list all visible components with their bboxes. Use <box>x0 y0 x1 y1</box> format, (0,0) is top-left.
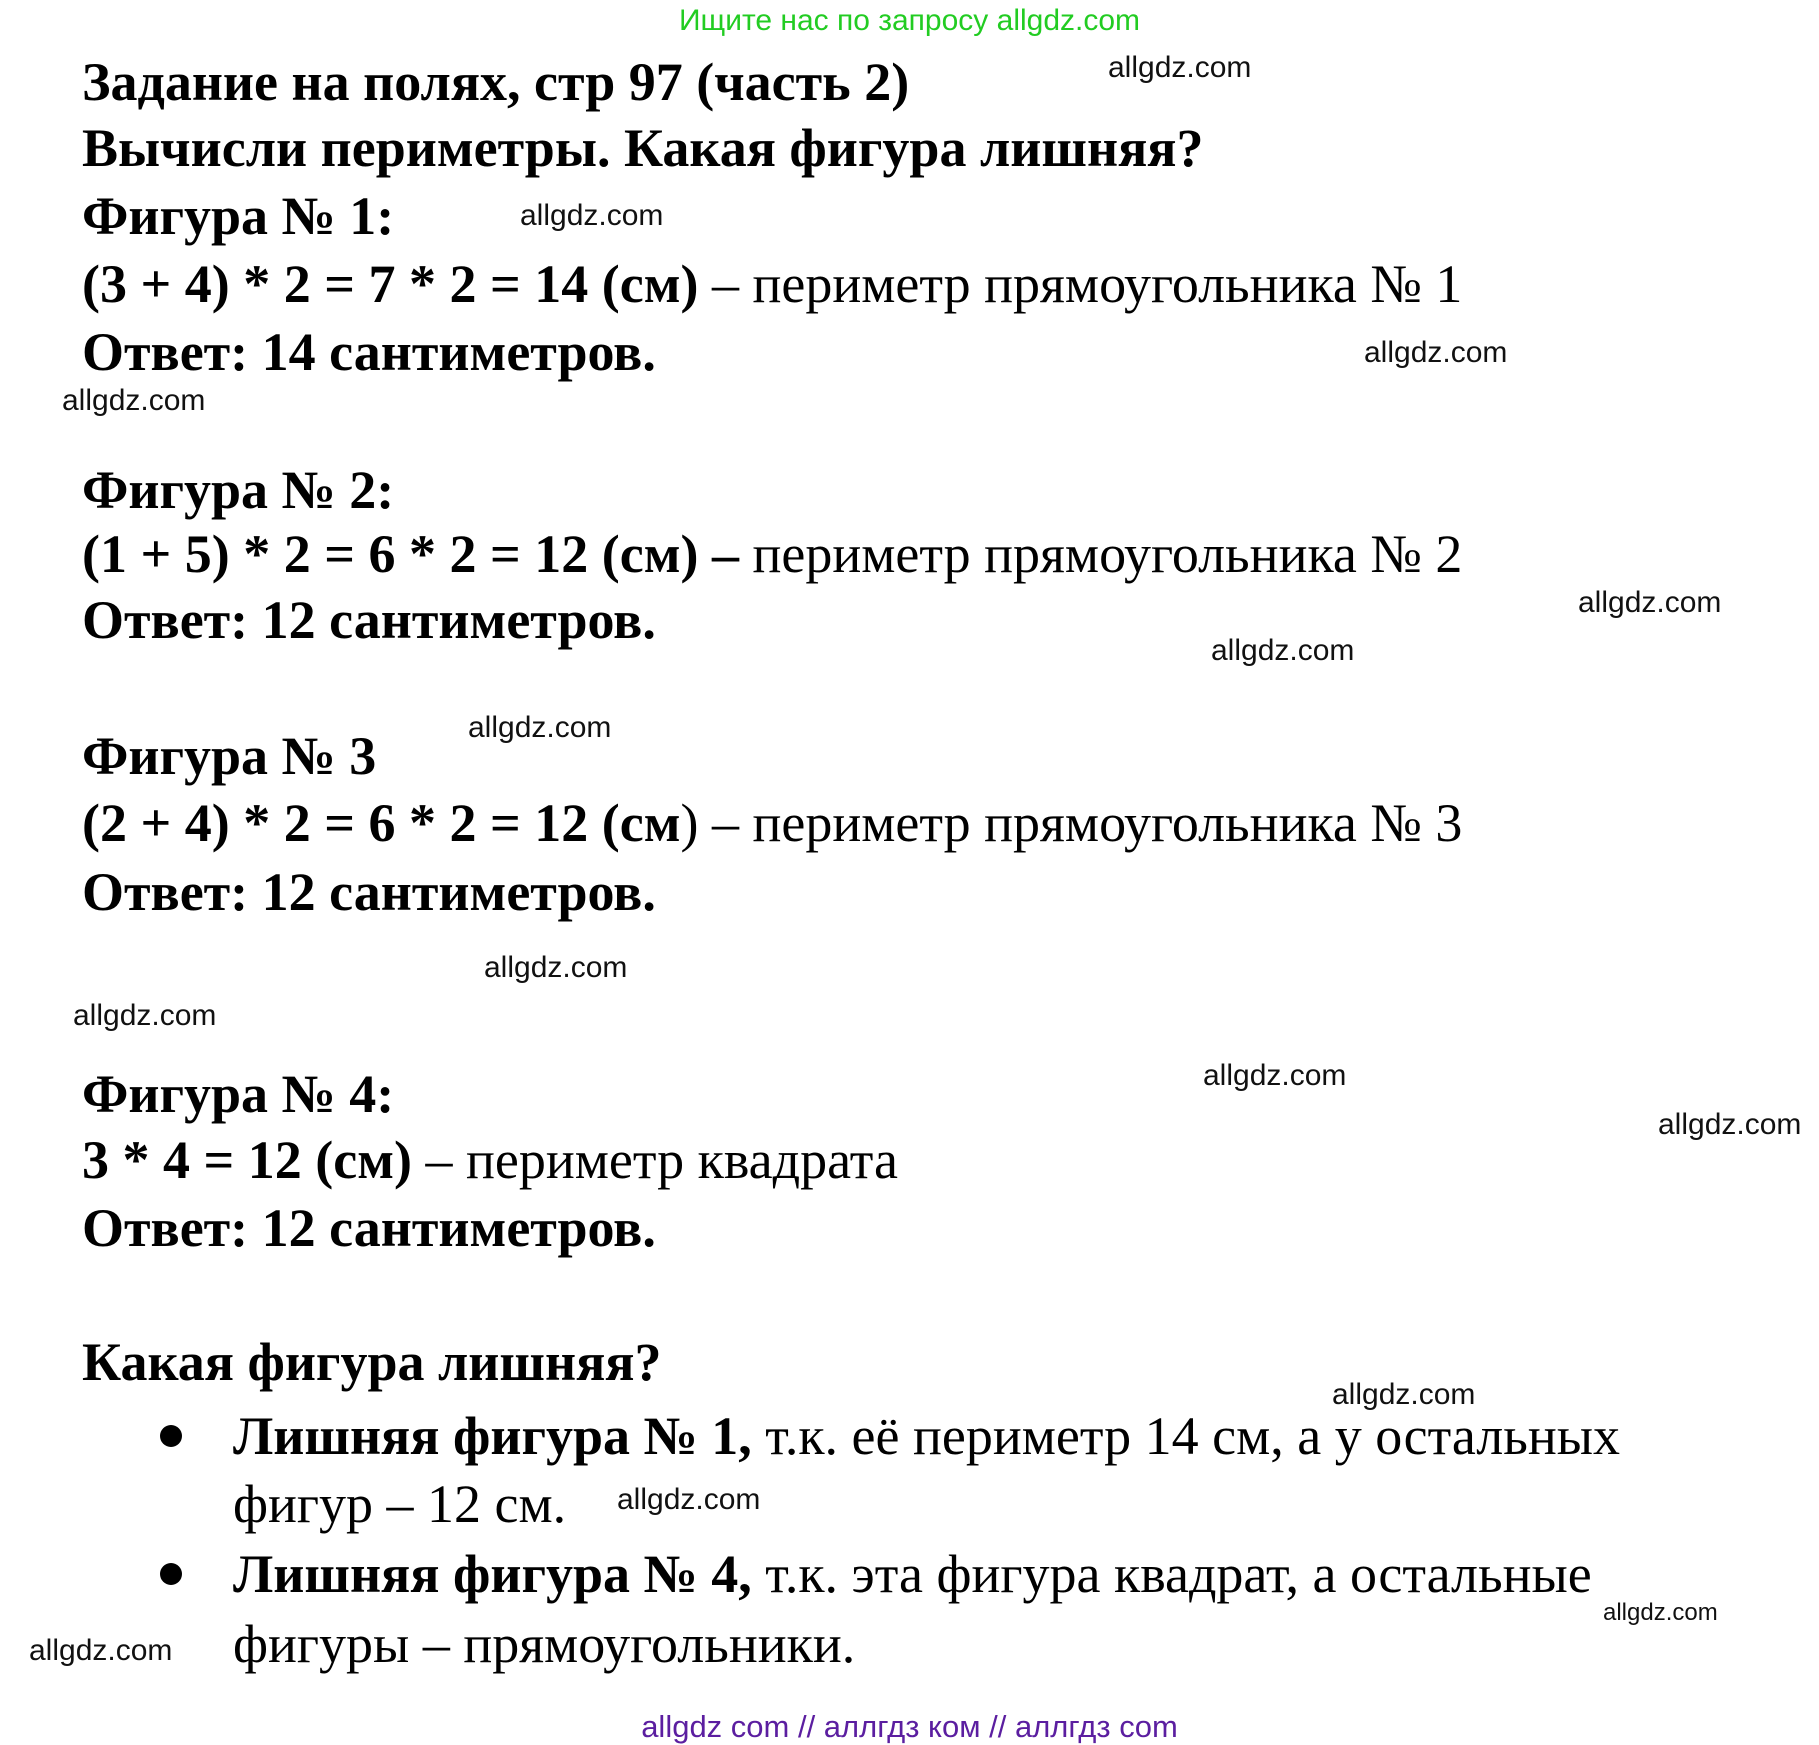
bullet-rest: т.к. её периметр 14 см, а у остальных <box>751 1406 1621 1466</box>
figure-1-calculation <box>82 252 1462 316</box>
calc-rest: – периметр прямоугольника № 1 <box>698 254 1463 314</box>
figure-1-heading: Фигура № 1: <box>82 186 395 246</box>
calc-bold: (2 + 4) * 2 = 6 * 2 = 12 (см <box>82 793 681 853</box>
bullet-icon <box>160 1425 182 1447</box>
watermark: allgdz.com <box>1211 634 1355 667</box>
calc-rest: – периметр квадрата <box>412 1130 898 1190</box>
watermark: allgdz.com <box>520 199 664 232</box>
figure-2-calculation <box>82 522 1462 586</box>
task-statement: Вычисли периметры. Какая фигура лишняя? <box>82 118 1204 178</box>
bullet-2-line-1 <box>233 1542 1592 1606</box>
watermark: allgdz.com <box>1603 1599 1718 1626</box>
watermark: allgdz.com <box>1364 336 1508 369</box>
watermark: allgdz.com <box>484 951 628 984</box>
watermark: allgdz.com <box>29 1634 173 1667</box>
figure-2-answer: Ответ: 12 сантиметров. <box>82 590 656 650</box>
watermark: allgdz.com <box>1108 51 1252 84</box>
calc-bold: 3 * 4 = 12 (см) <box>82 1130 412 1190</box>
calc-bold: (1 + 5) * 2 = 6 * 2 = 12 (см) – <box>82 524 739 584</box>
bullet-1-line-2: фигур – 12 см. <box>233 1474 567 1534</box>
figure-3-answer: Ответ: 12 сантиметров. <box>82 862 656 922</box>
figure-4-calculation <box>82 1128 898 1192</box>
watermark: allgdz.com <box>617 1483 761 1516</box>
calc-rest: периметр прямоугольника № 2 <box>739 524 1463 584</box>
watermark: allgdz.com <box>1578 586 1722 619</box>
bullet-2-line-2: фигуры – прямоугольники. <box>233 1614 856 1674</box>
search-hint-header: Ищите нас по запросу allgdz.com <box>678 4 1141 37</box>
figure-4-answer: Ответ: 12 сантиметров. <box>82 1198 656 1258</box>
page-title: Задание на полях, стр 97 (часть 2) <box>82 52 910 112</box>
bullet-bold: Лишняя фигура № 4, <box>233 1544 752 1604</box>
bullet-bold: Лишняя фигура № 1, <box>233 1406 752 1466</box>
watermark: allgdz.com <box>62 384 206 417</box>
watermark: allgdz.com <box>1658 1108 1802 1141</box>
figure-1-answer: Ответ: 14 сантиметров. <box>82 322 656 382</box>
watermark: allgdz.com <box>1203 1059 1347 1092</box>
figure-3-calculation <box>82 791 1462 855</box>
calc-rest: ) – периметр прямоугольника № 3 <box>680 793 1463 853</box>
question-heading: Какая фигура лишняя? <box>82 1332 662 1392</box>
watermark: allgdz.com <box>73 999 217 1032</box>
calc-bold: (3 + 4) * 2 = 7 * 2 = 14 (см) <box>82 254 699 314</box>
bullet-1-line-1 <box>233 1404 1620 1468</box>
figure-2-heading: Фигура № 2: <box>82 460 395 520</box>
watermark: allgdz.com <box>1332 1378 1476 1411</box>
bullet-icon <box>160 1563 182 1585</box>
figure-4-heading: Фигура № 4: <box>82 1064 395 1124</box>
watermark: allgdz.com <box>468 711 612 744</box>
footer-links: allgdz com // аллгдз ком // аллгдз com <box>641 1709 1178 1744</box>
bullet-rest: т.к. эта фигура квадрат, а остальные <box>751 1544 1592 1604</box>
figure-3-heading: Фигура № 3 <box>82 726 377 786</box>
